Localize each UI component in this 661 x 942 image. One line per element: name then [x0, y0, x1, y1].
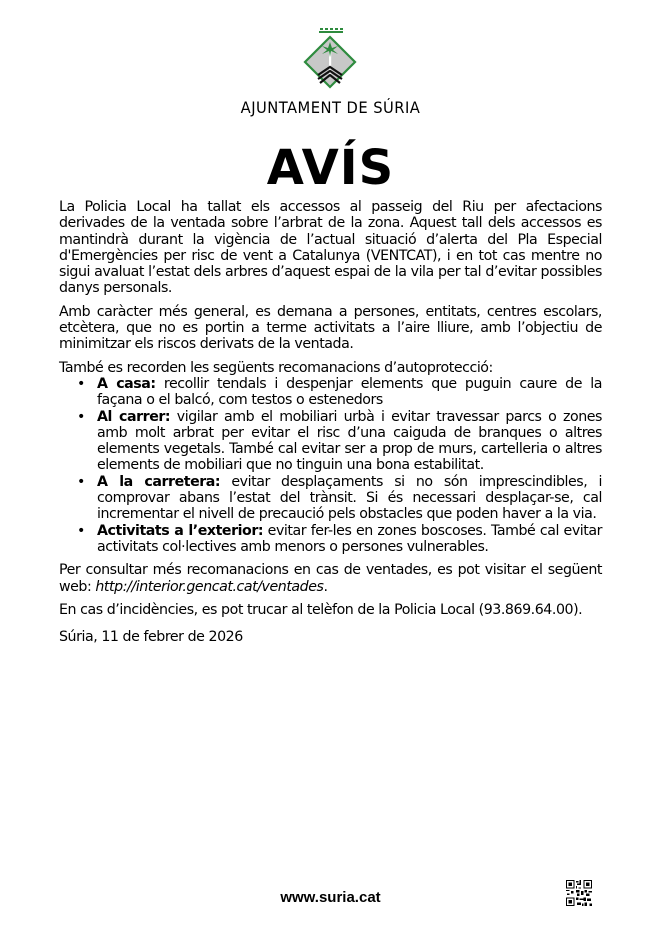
bullet-icon: • — [77, 408, 85, 425]
paragraph-general-advice: Amb caràcter més general, es demana a persones, entitats, centres escolars, etcètera, que no es portin a terme activitats a l’aire lliure, amb l’objectiu de minimitzar els riscos derivats de la ventada. — [59, 303, 602, 353]
recommendation-label: A casa: — [97, 375, 156, 392]
notice-title: AVÍS — [266, 140, 395, 196]
organization-name: AJUNTAMENT DE SÚRIA — [240, 98, 421, 117]
bullet-icon: • — [77, 375, 85, 392]
more-info-link[interactable]: http://interior.gencat.cat/ventades — [95, 578, 324, 595]
recommendation-item — [59, 474, 602, 523]
qr-code-icon[interactable] — [566, 880, 592, 906]
recommendation-label: A la carretera: — [97, 473, 221, 490]
recommendation-text: evitar fer-les en zones boscoses. També cal evitar activitats col·lectives amb menors o persones vulnerables. — [97, 522, 602, 555]
bullet-icon: • — [77, 473, 85, 490]
recommendation-text: evitar desplaçaments si no són imprescindibles, i comprovar abans l’estat del trànsit. Si és necessari desplaçar-se, cal incrementar el nivell de precaució pels obstacles que poden haver a la via. — [97, 473, 602, 523]
recommendation-item — [59, 523, 602, 556]
recommendation-text: vigilar amb el mobiliari urbà i evitar travessar parcs o zones amb molt arbrat per evitar el risc d’una caiguda de branques o altres elements vegetals. També cal evitar ser a prop de murs, cartelleria o altres elements de mobiliari que no tinguin una bona estabilitat. — [97, 408, 602, 474]
signature: Súria, 11 de febrer de 2026 — [59, 629, 243, 646]
recommendation-label: Al carrer: — [97, 408, 171, 425]
more-info-paragraph — [59, 562, 602, 595]
recommendation-item — [59, 376, 602, 409]
more-info-suffix: . — [323, 578, 328, 595]
notice-body — [59, 199, 602, 652]
recommendation-item — [59, 409, 602, 474]
bullet-icon: • — [77, 522, 85, 539]
recommendation-label: Activitats a l’exterior: — [97, 522, 264, 539]
coat-of-arms-icon — [298, 27, 362, 91]
recommendations-list — [59, 376, 602, 555]
recommendations-intro: També es recorden les següents recomanacions d’autoprotecció: — [59, 359, 493, 376]
recommendation-text: recollir tendals i despenjar elements que puguin caure de la façana o el balcó, com testos o estenedors — [97, 375, 602, 409]
incidents-paragraph: En cas d’incidències, es pot trucar al telèfon de la Policia Local (93.869.64.00). — [59, 601, 583, 618]
more-info-prefix: Per consultar més recomanacions en cas de ventades, es pot visitar el següent web: — [59, 562, 602, 595]
paragraph-closure: La Policia Local ha tallat els accessos al passeig del Riu per afectacions derivades de la ventada sobre l’arbrat de la zona. Aquest tall dels accessos es mantindrà durant la vigència de l’actual situació d’alerta del Pla Especial d'Emergències per risc de vent a Catalunya (VENTCAT), i en tot cas mentre no sigui avaluat l’estat dels arbres d’aquest espai de la vila per tal d’evitar possibles danys personals. — [59, 199, 602, 297]
footer-website-link[interactable]: www.suria.cat — [280, 889, 381, 906]
